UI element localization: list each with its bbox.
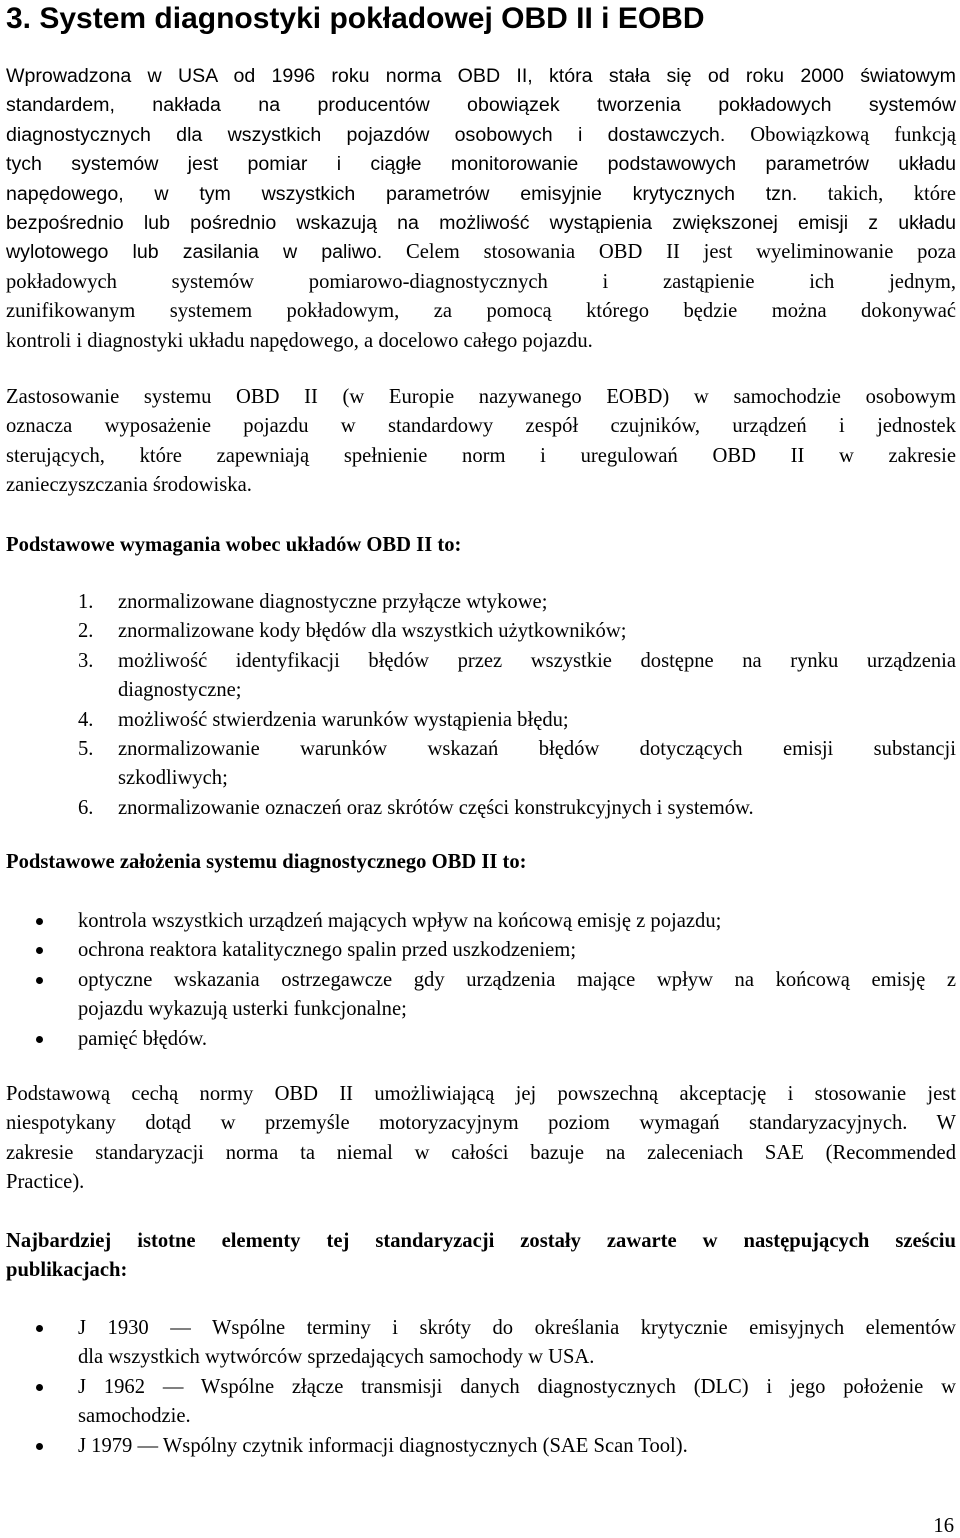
bullet-icon bbox=[36, 977, 43, 984]
list-item bbox=[36, 1373, 956, 1432]
paragraph-line: oznacza wyposażenie pojazdu w standardowy zespół czujników, urządzeń i jednostek bbox=[6, 415, 956, 438]
bullet-icon bbox=[36, 1325, 43, 1332]
publications-heading bbox=[6, 1227, 956, 1286]
intro-line: napędowego, w tym wszystkich parametrów emisyjnie krytycznych tzn. takich, które bbox=[6, 182, 957, 205]
intro-line: pokładowych systemów pomiarowo-diagnostycznych i zastąpienie ich jednym, bbox=[6, 270, 956, 293]
intro-line: tych systemów jest pomiar i ciągłe monitorowanie podstawowych parametrów układu bbox=[6, 153, 956, 176]
bullet-icon bbox=[36, 947, 43, 954]
list-item-text: pojazdu wykazują usterki funkcjonalne; bbox=[78, 998, 407, 1021]
list-item-text: diagnostyczne; bbox=[118, 679, 242, 702]
list-item bbox=[78, 617, 956, 646]
list-item-text: ochrona reaktora katalitycznego spalin przed uszkodzeniem; bbox=[78, 939, 577, 962]
intro-paragraph bbox=[6, 62, 956, 356]
list-number: 4. bbox=[78, 708, 94, 731]
list-item-text: optyczne wskazania ostrzegawcze gdy urządzenia mające wpływ na końcową emisję z bbox=[78, 968, 956, 991]
list-number: 5. bbox=[78, 737, 94, 760]
assumptions-list bbox=[36, 907, 956, 1054]
list-item bbox=[36, 966, 956, 1025]
bullet-icon bbox=[36, 1384, 43, 1391]
publications-list bbox=[36, 1314, 956, 1461]
list-item-text: J 1979 — Wspólny czytnik informacji diagnostycznych (SAE Scan Tool). bbox=[78, 1434, 688, 1457]
page-number: 16 bbox=[933, 1515, 954, 1537]
intro-line: diagnostycznych dla wszystkich pojazdów osobowych i dostawczych. Obowiązkową funkcją bbox=[6, 123, 956, 146]
list-item-text: znormalizowane diagnostyczne przyłącze wtykowe; bbox=[118, 591, 548, 613]
paragraph-line: zakresie standaryzacji norma ta niemal w całości bazuje na zaleceniach SAE (Recommended bbox=[6, 1141, 956, 1164]
list-item bbox=[78, 588, 956, 617]
paragraph-line: Podstawową cechą normy OBD II umożliwiającą jej powszechną akceptację i stosowanie jest bbox=[6, 1083, 956, 1105]
list-item-text: J 1930 — Wspólne terminy i skróty do określania krytycznie emisyjnych elementów bbox=[78, 1317, 956, 1339]
list-item bbox=[36, 936, 956, 965]
requirements-heading: Podstawowe wymagania wobec układów OBD II to: bbox=[6, 534, 462, 556]
list-item-text: kontrola wszystkich urządzeń mających wpływ na końcową emisję z pojazdu; bbox=[78, 910, 722, 932]
intro-line: wylotowego lub zasilania w paliwo. Celem stosowania OBD II jest wyeliminowanie poza bbox=[6, 241, 956, 264]
list-number: 6. bbox=[78, 796, 94, 819]
list-number: 2. bbox=[78, 620, 94, 643]
section-heading: 3. System diagnostyki pokładowej OBD II i EOBD bbox=[6, 2, 705, 35]
list-item-text: szkodliwych; bbox=[118, 767, 228, 790]
bullet-icon bbox=[36, 918, 43, 925]
intro-line: Wprowadzona w USA od 1996 roku norma OBD II, która stała się od roku 2000 światowym bbox=[6, 65, 956, 87]
list-item-text: znormalizowanie warunków wskazań błędów dotyczących emisji substancji bbox=[118, 737, 956, 760]
list-item bbox=[36, 1432, 956, 1461]
intro-line: standardem, nakłada na producentów obowiązek tworzenia pokładowych systemów bbox=[6, 94, 956, 117]
list-item-text: możliwość identyfikacji błędów przez wszystkie dostępne na rynku urządzenia bbox=[118, 649, 956, 672]
list-item-text: J 1962 — Wspólne złącze transmisji danych diagnostycznych (DLC) i jego położenie w bbox=[78, 1375, 956, 1398]
paragraph-line: Practice). bbox=[6, 1171, 85, 1194]
bullet-icon bbox=[36, 1036, 43, 1043]
list-item bbox=[36, 1314, 956, 1373]
list-item bbox=[78, 706, 956, 735]
list-item bbox=[78, 647, 956, 706]
list-item bbox=[36, 907, 956, 936]
list-item bbox=[36, 1025, 956, 1054]
intro-line: kontroli i diagnostyki układu napędowego, a docelowo całego pojazdu. bbox=[6, 329, 593, 352]
list-item-text: możliwość stwierdzenia warunków wystąpienia błędu; bbox=[118, 708, 569, 731]
list-item bbox=[78, 735, 956, 794]
heading-line: publikacjach: bbox=[6, 1259, 128, 1282]
paragraph-line: sterujących, które zapewniają spełnienie norm i uregulowań OBD II w zakresie bbox=[6, 444, 956, 467]
list-item-text: znormalizowane kody błędów dla wszystkich użytkowników; bbox=[118, 620, 627, 643]
list-item-text: samochodzie. bbox=[78, 1405, 191, 1428]
bullet-icon bbox=[36, 1443, 43, 1450]
heading-line: Najbardziej istotne elementy tej standaryzacji zostały zawarte w następujących sześciu bbox=[6, 1230, 956, 1252]
intro-line: zunifikowanym systemem pokładowym, za pomocą którego będzie można dokonywać bbox=[6, 300, 956, 323]
paragraph-line: Zastosowanie systemu OBD II (w Europie nazywanego EOBD) w samochodzie osobowym bbox=[6, 386, 956, 408]
assumptions-heading: Podstawowe założenia systemu diagnostycznego OBD II to: bbox=[6, 851, 527, 873]
paragraph-line: zanieczyszczania środowiska. bbox=[6, 474, 252, 497]
list-item-text: dla wszystkich wytwórców sprzedających samochody w USA. bbox=[78, 1346, 595, 1369]
list-item bbox=[78, 794, 956, 823]
obd-application-paragraph bbox=[6, 383, 956, 501]
list-item-text: pamięć błędów. bbox=[78, 1027, 208, 1050]
standardization-paragraph bbox=[6, 1080, 956, 1198]
list-number: 3. bbox=[78, 649, 94, 672]
paragraph-line: niespotykany dotąd w przemyśle motoryzacyjnym poziom wymagań standaryzacyjnych. W bbox=[6, 1112, 956, 1135]
requirements-list bbox=[78, 588, 956, 823]
list-number: 1. bbox=[78, 591, 94, 613]
intro-line: bezpośrednio lub pośrednio wskazują na możliwość wystąpienia zwiększonej emisji z układu bbox=[6, 211, 956, 234]
list-item-text: znormalizowanie oznaczeń oraz skrótów części konstrukcyjnych i systemów. bbox=[118, 796, 754, 819]
